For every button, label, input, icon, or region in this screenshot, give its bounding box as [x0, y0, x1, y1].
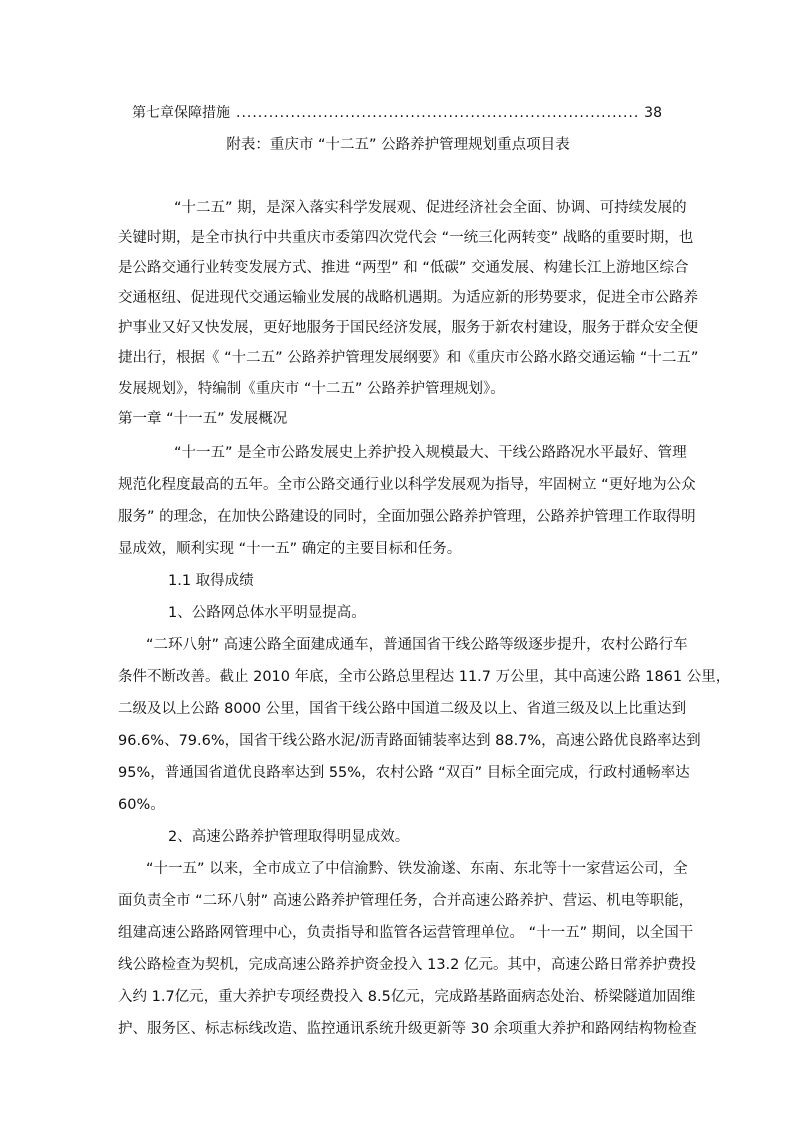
text-line: 入约 1.7亿元，重大养护专项经费投入 8.5亿元，完成路基路面病态处治、桥梁隧道加固维 [118, 989, 696, 1005]
text-line: “二环八射” 高速公路全面建成通车，普通国省干线公路等级逐步提升，农村公路行车 [146, 637, 688, 653]
text-line: 95%，普通国省道优良路率达到 55%，农村公路 “双百” 目标全面完成，行政村通畅率达 [118, 765, 690, 781]
text-line: 显成效，顺利实现 “十一五” 确定的主要目标和任务。 [118, 541, 462, 557]
toc-page-number: 38 [644, 105, 662, 121]
text-line: “十一五” 是全市公路发展史上养护投入规模最大、干线公路路况水平最好、管理 [174, 445, 687, 461]
text-line: 1.1 取得成绩 [168, 573, 254, 589]
text-line: 是公路交通行业转变发展方式、推进 “两型” 和 “低碳” 交通发展、构建长江上游地区综合 [118, 260, 689, 276]
text-line: 条件不断改善。截止 2010 年底，全市公路总里程达 11.7 万公里，其中高速公路 1861 公里， [118, 669, 731, 685]
text-line: 96.6%、79.6%，国省干线公路水泥/沥青路面铺装率达到 88.7%，高速公路优良路率达到 [118, 733, 701, 749]
text-line: 关键时期，是全市执行中共重庆市委第四次党代会 “一统三化两转变” 战略的重要时期，也 [118, 230, 694, 246]
toc-title: 第七章保障措施 [132, 105, 230, 121]
text-line: 2、高速公路养护管理取得明显成效。 [168, 829, 410, 845]
text-line: 服务” 的理念，在加快公路建设的同时，全面加强公路养护管理，公路养护管理工作取得明 [118, 509, 696, 525]
text-line: 第一章 “十一五” 发展概况 [118, 411, 288, 427]
text-line: 线公路检查为契机，完成高速公路养护资金投入 13.2 亿元。其中，高速公路日常养护费投 [118, 957, 696, 973]
text-line: 组建高速公路路网管理中心，负责指导和监管各运营管理单位。 “十一五” 期间，以全国干 [118, 925, 694, 941]
toc-leader-dots: .......................................................................... [236, 105, 640, 121]
text-line: 面负责全市 “二环八射” 高速公路养护管理任务，合并高速公路养护、营运、机电等职能， [118, 893, 694, 909]
text-line: 发展规划》，特编制《重庆市 “十二五” 公路养护管理规划》。 [118, 381, 505, 397]
text-line: “十二五” 期，是深入落实科学发展观、促进经济社会全面、协调、可持续发展的 [174, 200, 687, 216]
text-line: 护事业又好又快发展，更好地服务于国民经济发展，服务于新农村建设，服务于群众安全便 [118, 320, 698, 336]
text-line: 规范化程度最高的五年。全市公路交通行业以科学发展观为指导，牢固树立 “更好地为公众 [118, 477, 696, 493]
text-line: 捷出行，根据《 “十二五” 公路养护管理发展纲要》和《重庆市公路水路交通运输 “十二五” [118, 350, 699, 366]
text-line: 交通枢纽、促进现代交通运输业发展的战略机遇期。为适应新的形势要求，促进全市公路养 [118, 290, 698, 306]
text-line: “十一五” 以来，全市成立了中信渝黔、铁发渝遂、东南、东北等十一家营运公司，全 [146, 861, 688, 877]
toc-entry [132, 102, 662, 124]
text-line: 1、公路网总体水平明显提高。 [168, 605, 366, 621]
text-line: 60%。 [118, 797, 165, 813]
text-line: 护、服务区、标志标线改造、监控通讯系统升级更新等 30 余项重大养护和路网结构物检查 [118, 1021, 697, 1037]
appendix-title: 附表：重庆市 “十二五” 公路养护管理规划重点项目表 [226, 137, 570, 153]
text-line: 二级及以上公路 8000 公里，国省干线公路中国道二级及以上、省道三级及以上比重达到 [118, 701, 687, 717]
